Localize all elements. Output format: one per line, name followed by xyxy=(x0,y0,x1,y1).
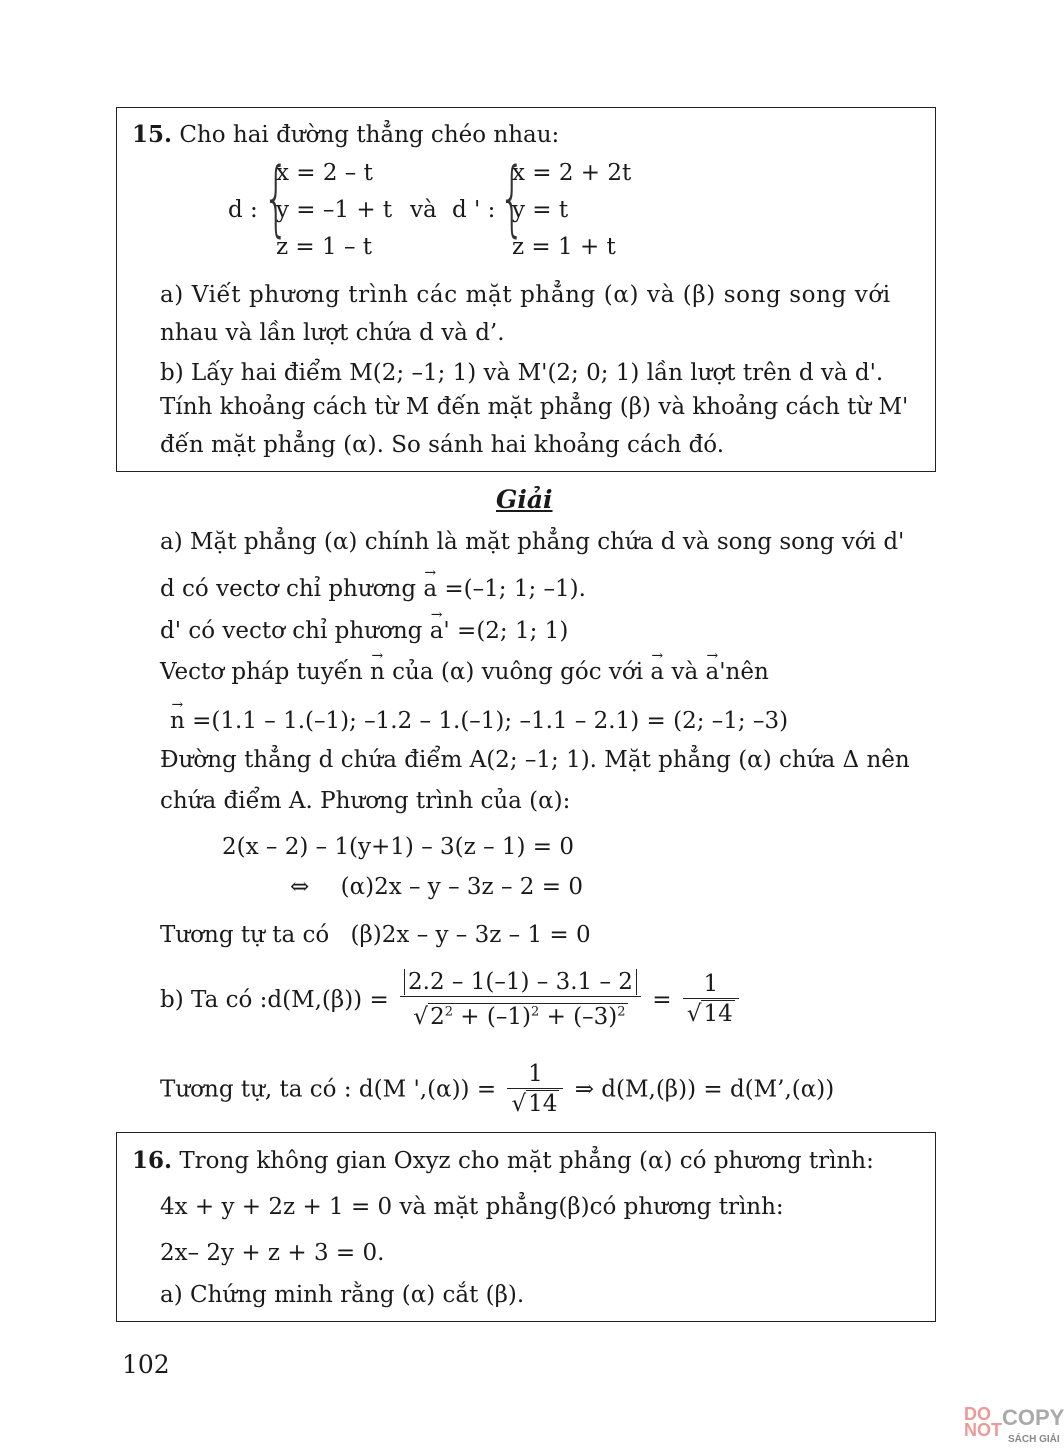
problem-text: Cho hai đường thẳng chéo nhau: xyxy=(179,122,560,148)
text: =(–1; 1; –1). xyxy=(444,576,586,602)
text: COPY xyxy=(1002,1405,1064,1430)
vector-a-prime: → a xyxy=(705,657,719,687)
text: Tương tự, ta có : d(M ',(α)) = xyxy=(160,1076,497,1103)
sqrt-denominator xyxy=(413,1003,627,1030)
text: ⇒ d(M,(β)) = d(M’,(α)) xyxy=(574,1076,835,1103)
abs-numerator: 2.2 – 1(–1) – 3.1 – 2 xyxy=(404,969,637,995)
text: SÁCH GIẢI xyxy=(1008,1434,1060,1445)
solution-line-6: Đường thẳng d chứa điểm A(2; –1; 1). Mặt phẳng (α) chứa Δ nên xyxy=(160,747,910,773)
distance-m-beta xyxy=(160,968,743,1032)
fraction xyxy=(683,970,739,1029)
radicand: 14 xyxy=(528,1091,558,1117)
text: d có vectơ chỉ phương xyxy=(160,576,417,602)
vector-n: → n xyxy=(370,657,385,687)
text: + (–3) xyxy=(539,1003,618,1030)
part-b-line2: Tính khoảng cách từ M đến mặt phẳng (β) và khoảng cách từ M' xyxy=(160,394,909,420)
and-text: và xyxy=(410,197,437,223)
d-eq3: z = 1 – t xyxy=(276,234,373,260)
text: DO xyxy=(964,1404,991,1424)
text: Vectơ pháp tuyến xyxy=(160,659,363,685)
equation-expanded: 2(x – 2) – 1(y+1) – 3(z – 1) = 0 xyxy=(222,834,575,860)
watermark-logo xyxy=(964,1404,1064,1445)
numerator: 1 xyxy=(507,1060,563,1089)
vector-a: → a xyxy=(650,657,664,687)
solution-line-2 xyxy=(160,574,586,604)
text: 2 xyxy=(430,1003,445,1030)
distance-m-prime-alpha xyxy=(160,1060,834,1119)
d-label: d : xyxy=(228,197,258,223)
vector-a: → a xyxy=(423,574,437,604)
solution-line-3 xyxy=(160,616,568,646)
text: (α)2x – y – 3z – 2 = 0 xyxy=(340,874,583,900)
radicand: 14 xyxy=(703,1001,733,1028)
numerator: 1 xyxy=(683,970,739,999)
text: =(1.1 – 1.(–1); –1.2 – 1.(–1); –1.1 – 2.1) = (2; –1; –3) xyxy=(192,708,789,734)
d-eq2: y = –1 + t xyxy=(276,197,393,223)
solution-line-4 xyxy=(160,657,769,687)
sqrt-denominator xyxy=(687,1000,735,1027)
problem-15-intro xyxy=(132,120,559,150)
text: b) Ta có :d(M,(β)) = xyxy=(160,986,389,1013)
vector-a-prime: → a xyxy=(430,616,444,646)
problem-text: Trong không gian Oxyz cho mặt phẳng (α) có phương trình: xyxy=(179,1148,874,1174)
problem-16-line-4: a) Chứng minh rằng (α) cắt (β). xyxy=(160,1282,525,1308)
equivalence-arrow-icon: ⇔ xyxy=(290,874,310,900)
exponent: 2 xyxy=(617,1004,626,1019)
text: 'nên xyxy=(719,659,769,685)
vector-n: → n xyxy=(170,706,185,736)
text: d' có vectơ chỉ phương xyxy=(160,618,423,644)
problem-16-line-3: 2x– 2y + z + 3 = 0. xyxy=(160,1240,385,1266)
problem-number: 16. xyxy=(132,1147,173,1174)
dp-label: d ' : xyxy=(452,197,496,223)
text: ' =(2; 1; 1) xyxy=(443,618,569,644)
solution-line-1: a) Mặt phẳng (α) chính là mặt phẳng chứa d và song song với d' xyxy=(160,529,905,555)
dp-eq3: z = 1 + t xyxy=(512,234,616,260)
page-number: 102 xyxy=(122,1350,170,1379)
part-b-line3: đến mặt phẳng (α). So sánh hai khoảng cách đó. xyxy=(160,432,725,458)
text: của (α) vuông góc với xyxy=(392,659,644,685)
text: và xyxy=(671,659,699,685)
text: Tương tự ta có xyxy=(160,922,330,948)
problem-16-line-2: 4x + y + 2z + 1 = 0 và mặt phẳng(β)có phương trình: xyxy=(160,1194,784,1220)
dp-eq2: y = t xyxy=(512,197,569,223)
part-b-line1: b) Lấy hai điểm M(2; –1; 1) và M'(2; 0; 1) lần lượt trên d và d'. xyxy=(160,360,884,386)
fraction xyxy=(400,968,641,1032)
problem-number: 15. xyxy=(132,121,173,148)
left-brace-icon: { xyxy=(263,151,290,246)
text: (β)2x – y – 3z – 1 = 0 xyxy=(350,922,591,948)
left-brace-icon: { xyxy=(499,151,526,246)
solution-line-5 xyxy=(170,706,788,736)
sqrt-denominator xyxy=(511,1090,559,1117)
part-a-line1: a) Viết phương trình các mặt phẳng (α) và (β) song song với xyxy=(160,282,891,308)
problem-16-line-1 xyxy=(132,1146,874,1176)
solution-line-7: chứa điểm A. Phương trình của (α): xyxy=(160,788,571,814)
equation-alpha xyxy=(290,872,583,902)
exponent: 2 xyxy=(444,1004,453,1019)
text: = xyxy=(652,986,672,1013)
fraction xyxy=(507,1060,563,1119)
text: NOT xyxy=(964,1420,1002,1440)
text: + (–1) xyxy=(453,1003,531,1030)
dp-eq1: x = 2 + 2t xyxy=(512,160,632,186)
solution-heading: Giải xyxy=(496,485,553,514)
d-eq1: x = 2 – t xyxy=(276,160,373,186)
equation-beta xyxy=(160,920,591,950)
exponent: 2 xyxy=(530,1004,540,1019)
part-a-line2: nhau và lần lượt chứa d và d’. xyxy=(160,320,505,346)
